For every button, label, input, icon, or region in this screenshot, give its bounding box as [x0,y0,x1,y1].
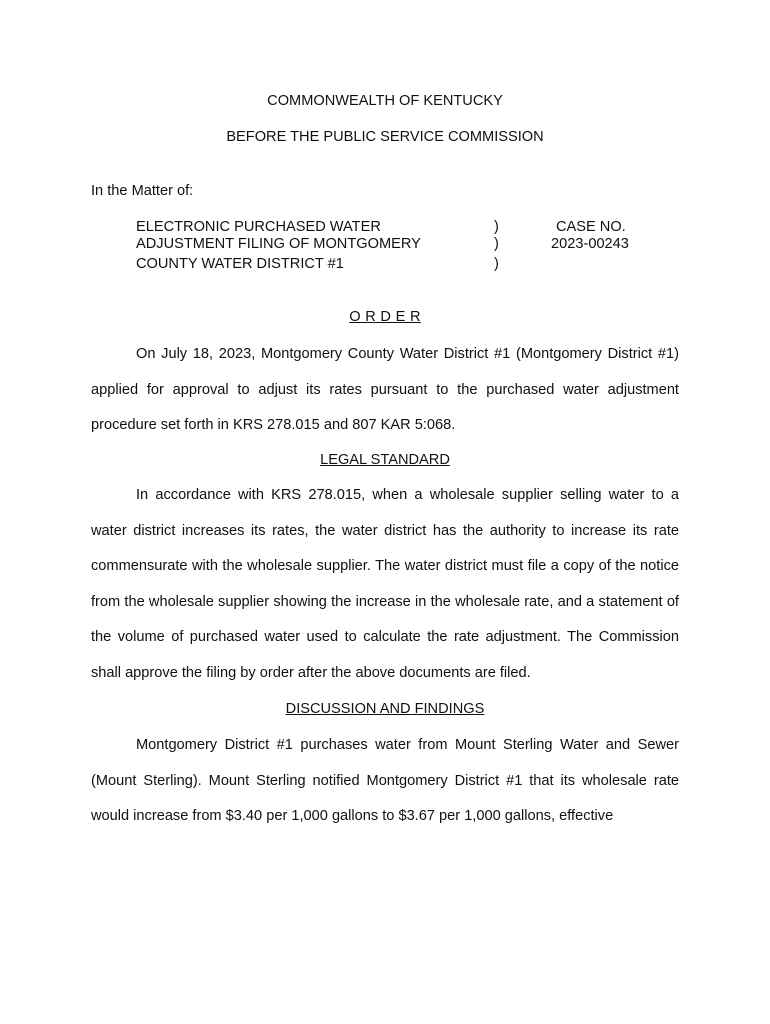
caption-line: ADJUSTMENT FILING OF MONTGOMERY [136,236,421,252]
caption-paren: ) [494,236,499,252]
paragraph-discussion [91,728,679,835]
paragraph-intro-text: On July 18, 2023, Montgomery County Water District #1 (Montgomery District #1) applied for approval to adjust its rates pursuant to the purchased water adjustment procedure set forth in KRS 278.015 and 807 KAR 5:068. [91,346,679,433]
paragraph-legal-standard-text: In accordance with KRS 278.015, when a wholesale supplier selling water to a water district increases its rates, the water district has the authority to increase its rate commensurate with the wholesale supplier. The water district must file a copy of the notice from the wholesale supplier showing the increase in the wholesale rate, and a statement of the volume of purchased water used to calculate the rate adjustment. The Commission shall approve the filing by order after the above documents are filed. [91,487,679,681]
caption-line: COUNTY WATER DISTRICT #1 [136,256,344,272]
header-commission: BEFORE THE PUBLIC SERVICE COMMISSION [226,129,544,145]
paragraph-intro [91,337,679,444]
paragraph-legal-standard [91,478,679,691]
case-number-label: CASE NO. [556,219,626,235]
caption-paren: ) [494,256,499,272]
discussion-heading: DISCUSSION AND FINDINGS [285,701,485,717]
legal-standard-heading: LEGAL STANDARD [320,452,450,468]
caption-line: ELECTRONIC PURCHASED WATER [136,219,381,235]
order-heading: O R D E R [349,309,421,325]
paragraph-discussion-text: Montgomery District #1 purchases water from Mount Sterling Water and Sewer (Mount Sterling). Mount Sterling notified Montgomery District #1 that its wholesale rate would increase from $3.40 per 1,000 gallons to $3.67 per 1,000 gallons, effective [91,737,679,824]
matter-intro: In the Matter of: [91,183,194,199]
case-number: 2023-00243 [551,236,629,252]
caption-paren: ) [494,219,499,235]
header-commonwealth: COMMONWEALTH OF KENTUCKY [267,93,503,109]
